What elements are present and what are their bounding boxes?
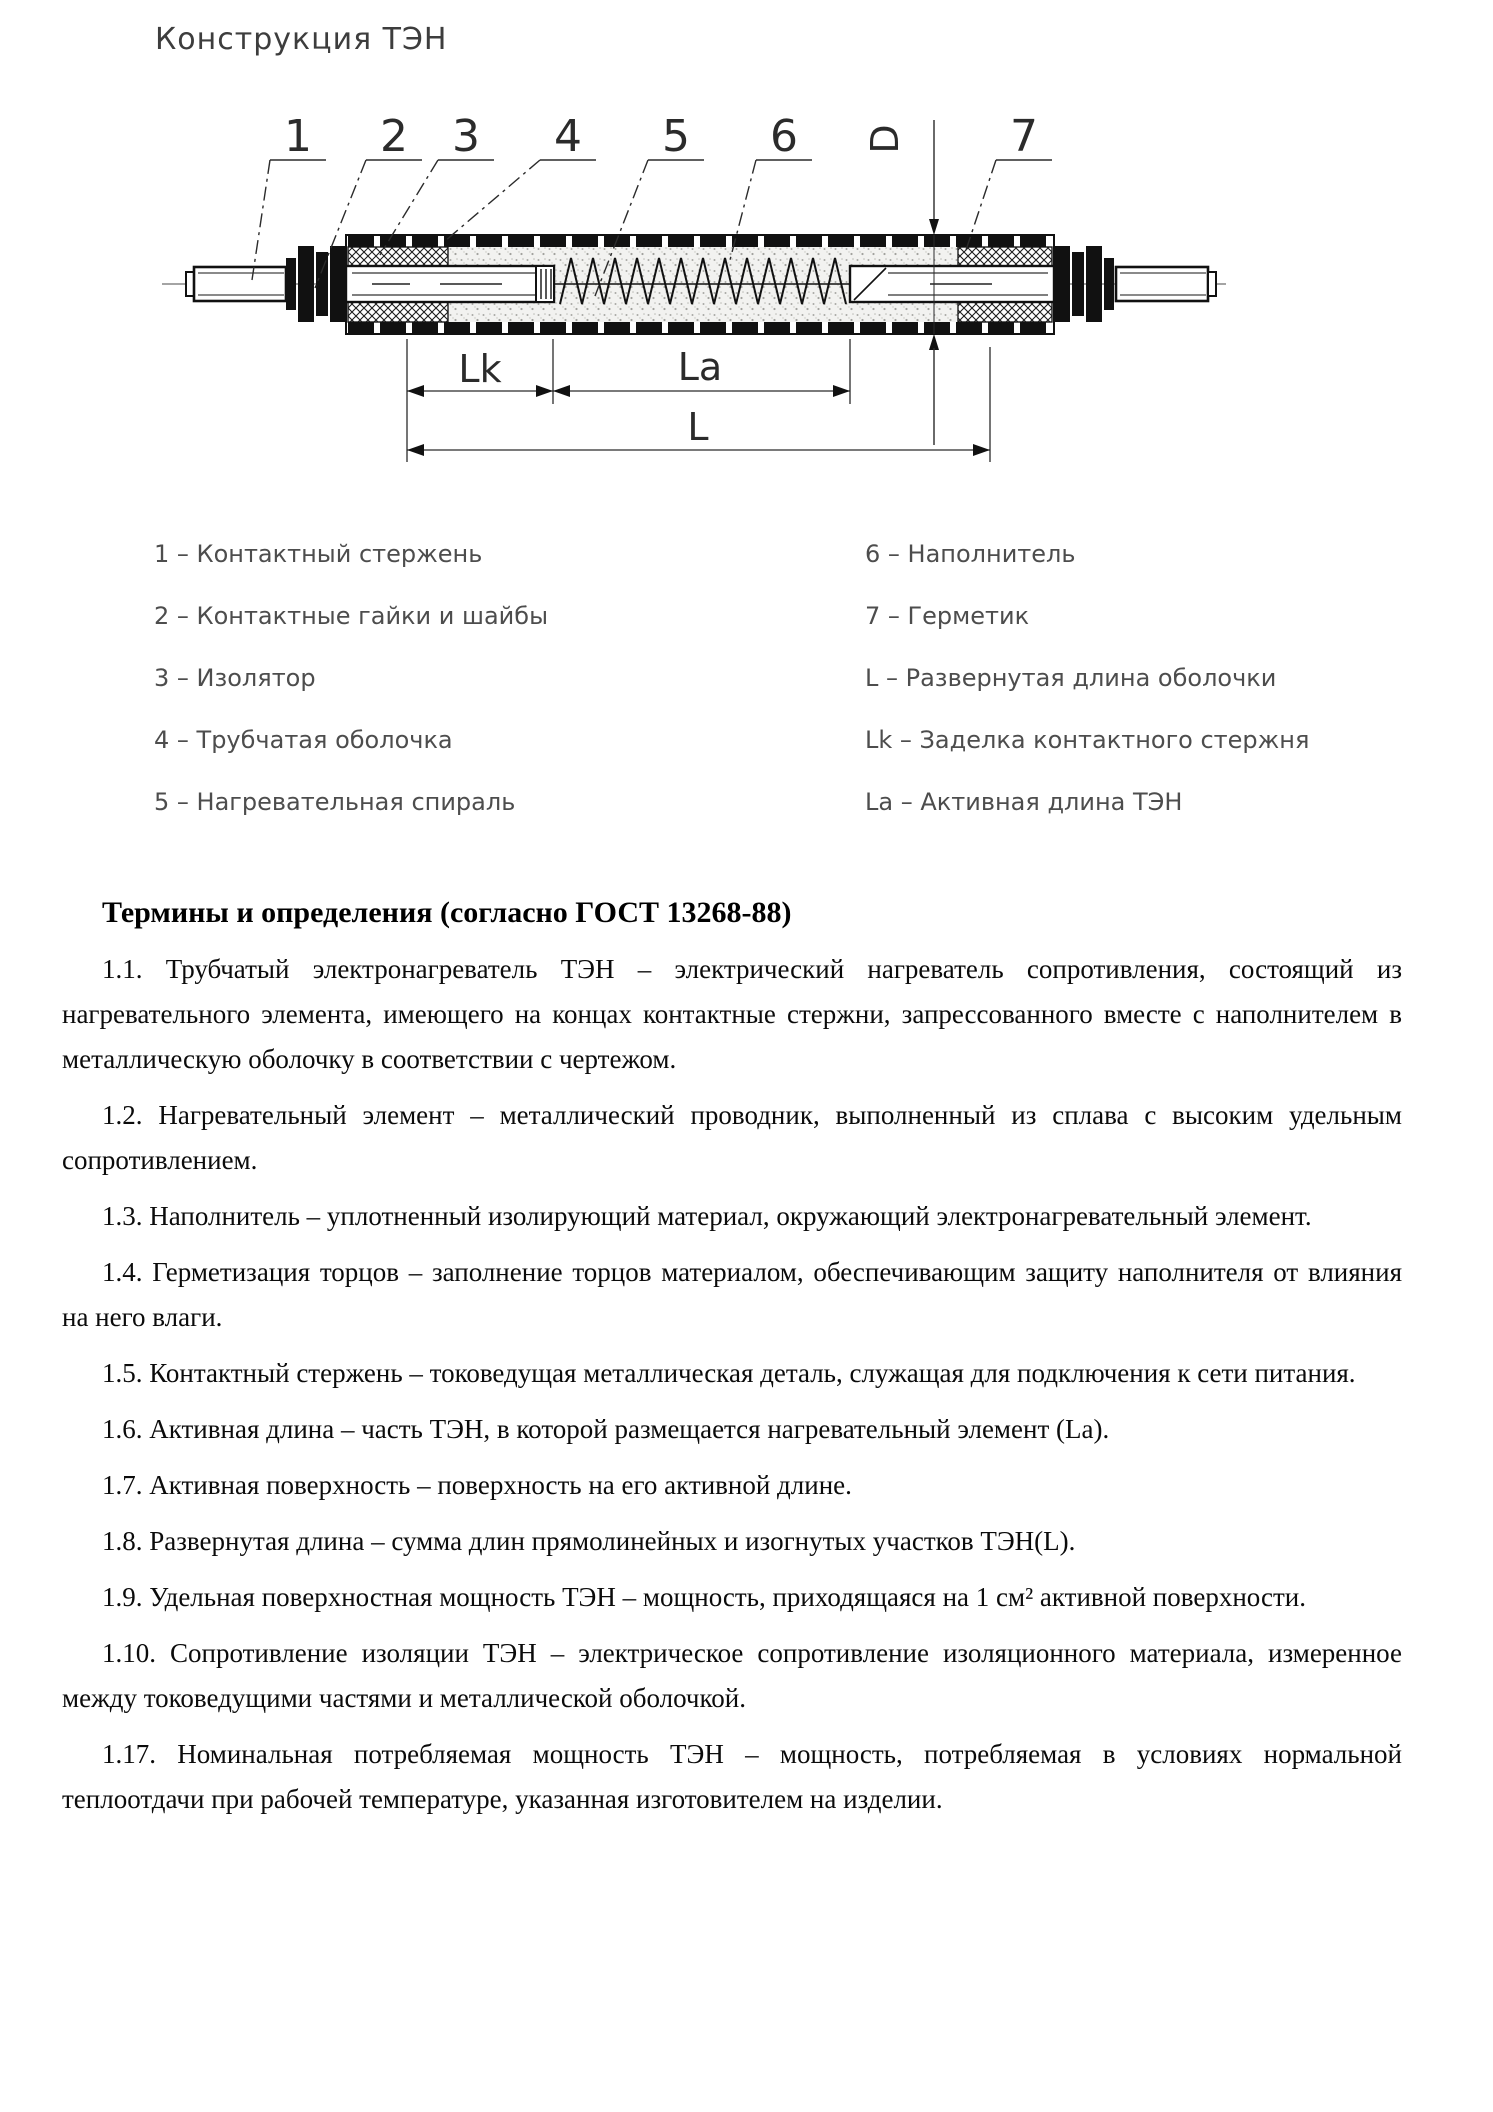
callout-numbers <box>284 111 1038 162</box>
callout-2: 2 <box>380 111 408 162</box>
dim-label-l: L <box>687 405 709 449</box>
contact-rod-right <box>1116 267 1216 301</box>
term-paragraph-1-1: 1.1. Трубчатый электронагреватель ТЭН – электрический нагреватель сопротивления, состоящий из нагревательного элемента, имеющего на концах контактные стержни, запрессованного вместе с наполнителем в металлическую оболочку в соответствии с чертежом. <box>62 954 1402 1074</box>
contact-rod-sleeve-right <box>850 266 1054 302</box>
term-paragraph-1-9: 1.9. Удельная поверхностная мощность ТЭН – мощность, приходящаяся на 1 см² активной поверхности. <box>102 1582 1306 1612</box>
term-paragraph-1-6: 1.6. Активная длина – часть ТЭН, в которой размещается нагревательный элемент (La). <box>102 1414 1110 1444</box>
callout-5: 5 <box>662 111 690 162</box>
term-paragraph-1-2: 1.2. Нагревательный элемент – металлический проводник, выполненный из сплава с высоким удельным сопротивлением. <box>62 1100 1402 1175</box>
legend-item: L – Развернутая длина оболочки <box>865 664 1277 692</box>
terms-heading: Термины и определения (согласно ГОСТ 13268-88) <box>102 896 792 929</box>
callout-1: 1 <box>284 111 312 162</box>
term-paragraph-1-8: 1.8. Развернутая длина – сумма длин прямолинейных и изогнутых участков ТЭН(L). <box>102 1526 1076 1556</box>
legend-item: 1 – Контактный стержень <box>154 540 483 568</box>
nut-stack-right <box>1054 246 1114 322</box>
callout-6: 6 <box>770 111 798 162</box>
legend-left-column <box>154 540 548 850</box>
term-paragraph-1-3: 1.3. Наполнитель – уплотненный изолирующий материал, окружающий электронагревательный элемент. <box>102 1201 1312 1231</box>
dim-label-lk: Lk <box>458 347 502 391</box>
nut-stack-left <box>286 246 346 322</box>
callout-4: 4 <box>554 111 582 162</box>
legend-item: Lk – Заделка контактного стержня <box>865 726 1310 754</box>
legend-item: 7 – Герметик <box>865 602 1030 630</box>
contact-rod-sleeve-left <box>346 266 554 302</box>
term-paragraph-1-7: 1.7. Активная поверхность – поверхность на его активной длине. <box>102 1470 852 1500</box>
legend-item: 5 – Нагревательная спираль <box>154 788 516 816</box>
heater-construction-diagram <box>140 92 1240 504</box>
legend-item: 2 – Контактные гайки и шайбы <box>154 602 549 630</box>
dim-label-la: La <box>677 345 723 389</box>
dim-label-d: D <box>863 124 907 154</box>
term-paragraph-1-10: 1.10. Сопротивление изоляции ТЭН – электрическое сопротивление изоляционного материала, измеренное между токоведущими частями и металлической оболочкой. <box>62 1638 1402 1713</box>
page-title: Конструкция ТЭН <box>155 22 448 57</box>
terms-section <box>62 893 1402 1833</box>
legend-item: 3 – Изолятор <box>154 664 316 692</box>
term-paragraph-1-5: 1.5. Контактный стержень – токоведущая металлическая деталь, служащая для подключения к сети питания. <box>102 1358 1356 1388</box>
callout-7: 7 <box>1010 111 1038 162</box>
legend-item: La – Активная длина ТЭН <box>865 788 1183 816</box>
legend-right-column <box>865 540 1309 850</box>
ten-drawing <box>140 92 1240 504</box>
legend-item: 4 – Трубчатая оболочка <box>154 726 453 754</box>
contact-rod-left <box>186 267 286 301</box>
callout-3: 3 <box>452 111 480 162</box>
term-paragraph-1-4: 1.4. Герметизация торцов – заполнение торцов материалом, обеспечивающим защиту наполнителя от влияния на него влаги. <box>62 1257 1402 1332</box>
legend-item: 6 – Наполнитель <box>865 540 1076 568</box>
term-paragraph-1-17: 1.17. Номинальная потребляемая мощность ТЭН – мощность, потребляемая в условиях нормальной теплоотдачи при рабочей температуре, указанная изготовителем на изделии. <box>62 1739 1402 1814</box>
